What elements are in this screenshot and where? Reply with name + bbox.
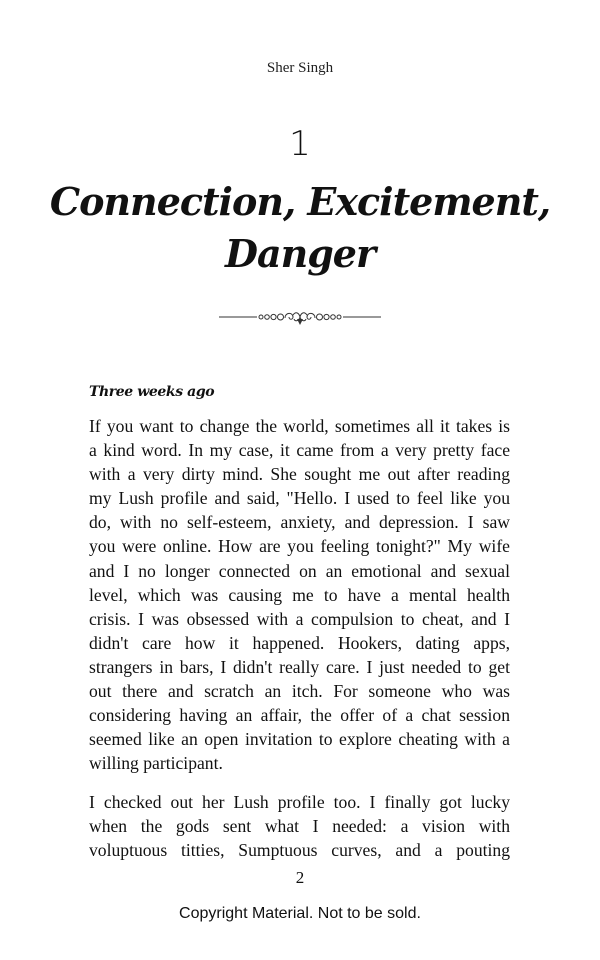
running-head: Sher Singh xyxy=(266,60,334,76)
text-line: do, with no self-esteem, anxiety, and depression. I saw xyxy=(89,512,510,533)
paragraph xyxy=(89,790,510,862)
text-line: with a very dirty mind. She sought me out after reading xyxy=(89,464,510,485)
copyright-notice: Copyright Material. Not to be sold. xyxy=(179,905,421,922)
chapter-number: 1 xyxy=(289,124,311,164)
text-line: when the gods sent what I needed: a vision with xyxy=(89,816,510,837)
text-line: didn't care how it happened. Hookers, dating apps, xyxy=(89,632,510,653)
chapter-title xyxy=(0,176,600,280)
page-number: 2 xyxy=(295,868,305,887)
text-line: I checked out her Lush profile too. I finally got lucky xyxy=(89,792,510,812)
text-line: crisis. I was obsessed with a compulsion to cheat, and I xyxy=(89,608,510,629)
text-line: voluptuous titties, Sumptuous curves, and a pouting xyxy=(89,840,510,861)
text-line: you were online. How are you feeling tonight?" My wife xyxy=(89,536,510,557)
text-line: my Lush profile and said, "Hello. I used to feel like you xyxy=(89,488,510,509)
scene-heading: Three weeks ago xyxy=(89,384,215,400)
text-line: strangers in bars, I didn't really care. I just needed to get xyxy=(89,656,510,677)
chapter-title-line: Danger xyxy=(225,231,375,276)
text-line: willing participant. xyxy=(89,753,223,774)
text-line: a kind word. In my case, it came from a very pretty face xyxy=(89,440,510,461)
text-line: out there and scratch an itch. For someone who was xyxy=(89,681,510,702)
paragraph xyxy=(89,414,510,775)
text-line: If you want to change the world, sometimes all it takes is xyxy=(89,416,510,436)
chapter-title-line: Connection, Excitement, xyxy=(49,179,551,224)
text-line: considering having an affair, the offer of a chat session xyxy=(89,705,510,726)
text-line: seemed like an open invitation to explore cheating with a xyxy=(89,729,510,750)
text-line: and I no longer connected on an emotional and sexual xyxy=(89,560,510,581)
text-line: level, which was causing me to have a mental health xyxy=(89,584,510,605)
flourish-divider-icon xyxy=(217,305,383,329)
